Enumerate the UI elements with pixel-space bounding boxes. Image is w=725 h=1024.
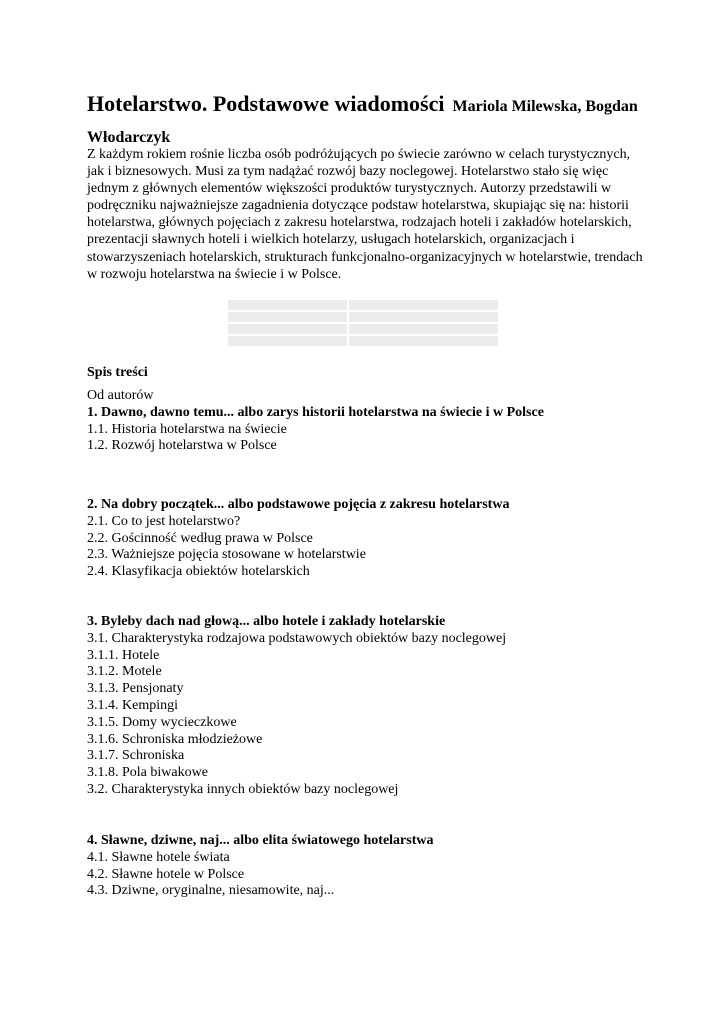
toc-section-4 xyxy=(87,833,647,900)
toc-line: 4.2. Sławne hotele w Polsce xyxy=(87,866,245,882)
toc-chapter-1: 1. Dawno, dawno temu... albo zarys historii hotelarstwa na świecie i w Polsce xyxy=(87,404,544,420)
toc-line: 3.1.8. Pola biwakowe xyxy=(87,765,208,781)
toc-line: Od autorów xyxy=(87,388,154,403)
toc-line: 2.1. Co to jest hotelarstwo? xyxy=(87,513,241,529)
table-cell xyxy=(349,312,498,322)
table-cell xyxy=(228,324,347,334)
toc-line: 4.1. Sławne hotele świata xyxy=(87,849,230,865)
toc-section-2 xyxy=(87,497,647,581)
table-cell xyxy=(228,312,347,322)
toc-chapter-4: 4. Sławne, dziwne, naj... albo elita światowego hotelarstwa xyxy=(87,833,434,848)
toc-line: 4.3. Dziwne, oryginalne, niesamowite, naj... xyxy=(87,883,335,899)
toc-line: 3.1.7. Schroniska xyxy=(87,748,185,764)
toc-line: 3.1.2. Motele xyxy=(87,664,162,680)
toc-line: 1.1. Historia hotelarstwa na świecie xyxy=(87,421,287,437)
toc-line: 2.2. Gościnność według prawa w Polsce xyxy=(87,530,313,546)
table-cell xyxy=(349,324,498,334)
table-cell xyxy=(349,336,498,346)
table-cell xyxy=(228,336,347,346)
toc-section-1 xyxy=(87,388,647,455)
toc-line: 2.3. Ważniejsze pojęcia stosowane w hotelarstwie xyxy=(87,547,366,563)
document-title xyxy=(87,88,647,150)
book-description: Z każdym rokiem rośnie liczba osób podróżujących po świecie zarówno w celach turystycznych, jak i biznesowych. Musi za tym nadążać rozwój bazy noclegowej. Hotelarstwo stało się więc jednym z głównych elementów większości produktów turystycznych. Autorzy przedstawili w podręczniku najważniejsze zagadnienia dotyczące podstaw hotelarstwa, skupiając się na: historii hotelarstwa, głównych pojęciach z zakresu hotelarstwa, rodzajach hoteli i zakładów hotelarskich, prezentacji sławnych hoteli i wielkich hotelarzy, usługach hotelarskich, organizacjach i stowarzyszeniach hotelarskich, strukturach funkcjonalno-organizacyjnych w hotelarstwie, trendach w rozwoju hotelarstwa na świecie i w Polsce. xyxy=(87,147,643,282)
book-title: Hotelarstwo. Podstawowe wiadomości xyxy=(87,91,445,116)
toc-line: 3.1.5. Domy wycieczkowe xyxy=(87,714,237,730)
table-cell xyxy=(349,300,498,310)
toc-line: 3.1.6. Schroniska młodzieżowe xyxy=(87,731,263,747)
toc-section-3 xyxy=(87,614,647,799)
embedded-table-placeholder xyxy=(228,300,498,344)
toc-line: 2.4. Klasyfikacja obiektów hotelarskich xyxy=(87,564,310,580)
toc-line: 3.2. Charakterystyka innych obiektów bazy noclegowej xyxy=(87,781,399,797)
toc-line: 3.1.1. Hotele xyxy=(87,647,160,663)
book-authors: Mariola Milewska, Bogdan Włodarczyk xyxy=(87,98,638,146)
toc-chapter-2: 2. Na dobry początek... albo podstawowe pojęcia z zakresu hotelarstwa xyxy=(87,497,510,512)
toc-line: 3.1. Charakterystyka rodzajowa podstawowych obiektów bazy noclegowej xyxy=(87,630,507,646)
toc-line: 3.1.4. Kempingi xyxy=(87,697,178,713)
toc-heading: Spis treści xyxy=(87,365,148,380)
toc-chapter-3: 3. Byleby dach nad głową... albo hotele i zakłady hotelarskie xyxy=(87,614,446,629)
toc-line: 1.2. Rozwój hotelarstwa w Polsce xyxy=(87,438,277,454)
toc-line: 3.1.3. Pensjonaty xyxy=(87,681,184,697)
table-cell xyxy=(228,300,347,310)
